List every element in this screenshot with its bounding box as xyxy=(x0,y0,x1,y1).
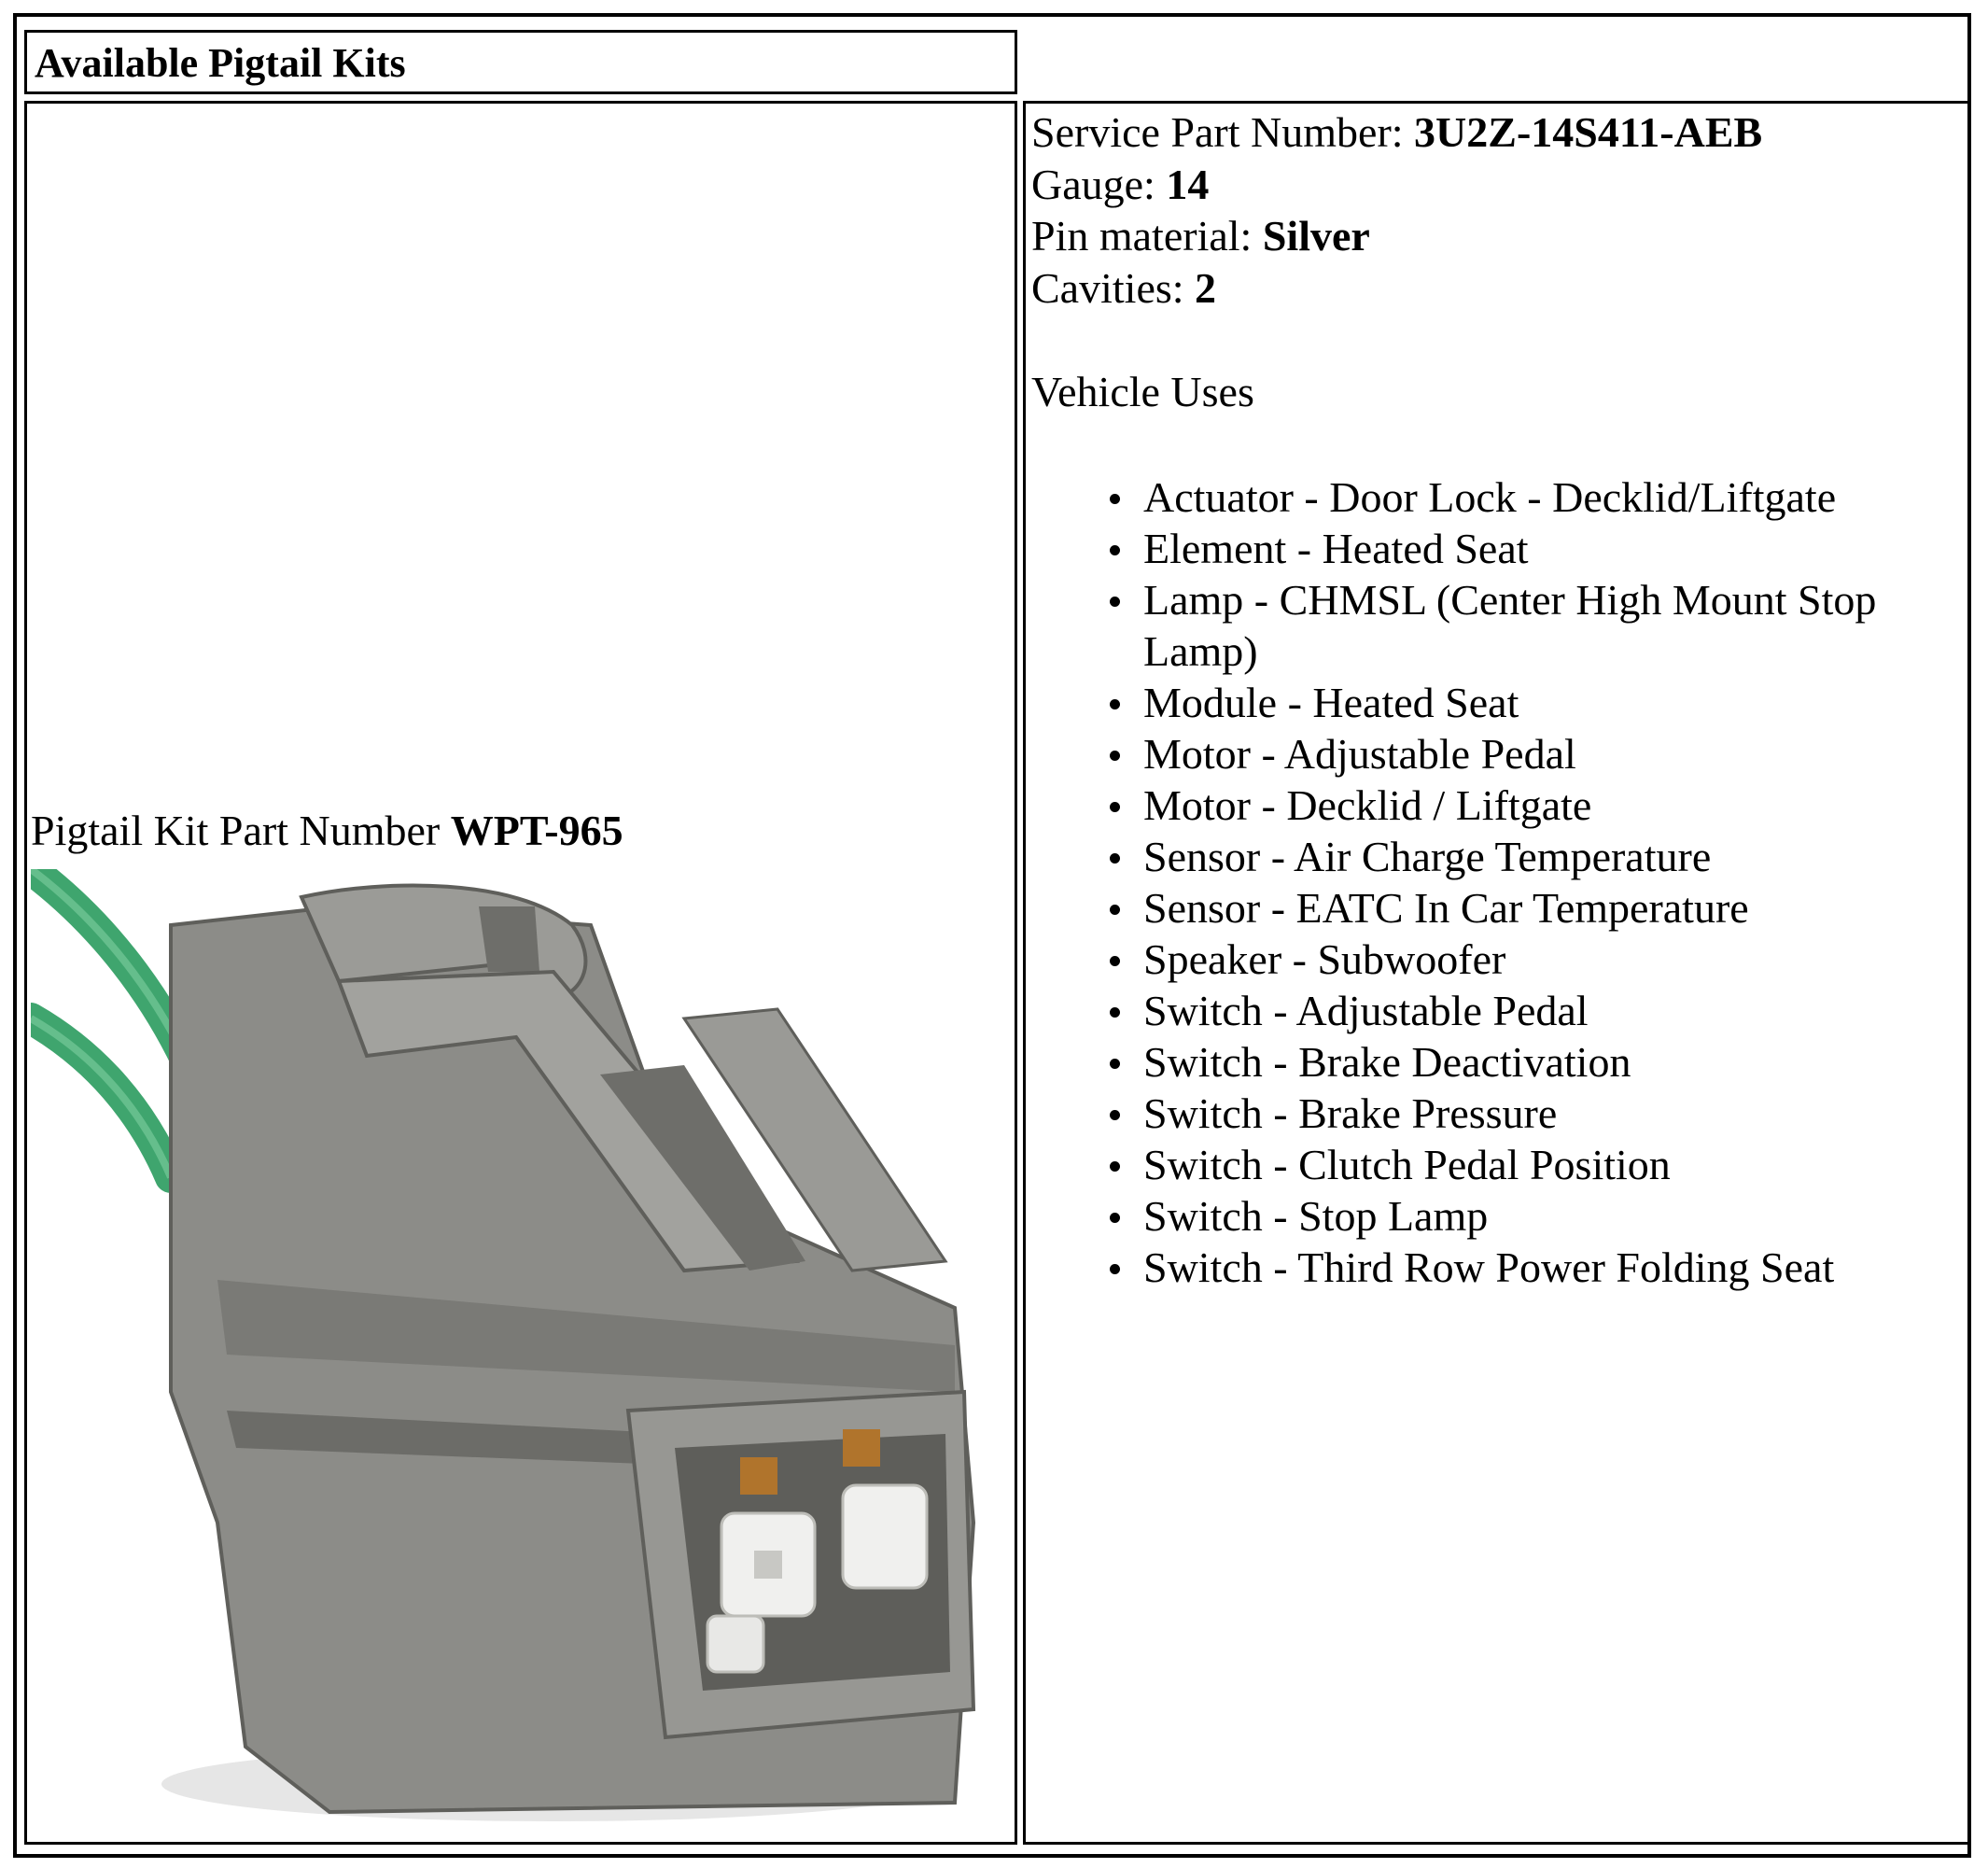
kit-part-line xyxy=(31,806,623,856)
bullet-icon xyxy=(1110,699,1120,709)
bullet-icon xyxy=(1110,1161,1120,1172)
header-cell xyxy=(24,30,1017,94)
list-item: Sensor - Air Charge Temperature xyxy=(1026,831,1959,882)
bullet-icon xyxy=(1110,1059,1120,1069)
list-item: Switch - Brake Pressure xyxy=(1026,1088,1959,1139)
vehicle-uses-list xyxy=(1026,471,1959,1293)
gauge-value: 14 xyxy=(1166,161,1210,208)
list-item: Switch - Stop Lamp xyxy=(1026,1190,1959,1242)
pin-material-label: Pin material: xyxy=(1031,212,1253,260)
bullet-icon xyxy=(1110,1264,1120,1274)
list-item: Sensor - EATC In Car Temperature xyxy=(1026,882,1959,934)
list-item: Lamp - CHMSL (Center High Mount Stop Lamp) xyxy=(1026,574,1959,677)
bullet-icon xyxy=(1110,751,1120,761)
list-item: Switch - Brake Deactivation xyxy=(1026,1036,1959,1088)
gauge-label: Gauge: xyxy=(1031,161,1155,208)
list-item: Switch - Adjustable Pedal xyxy=(1026,985,1959,1036)
service-part-label: Service Part Number: xyxy=(1031,108,1404,156)
bullet-icon xyxy=(1110,956,1120,966)
service-part-row xyxy=(1031,107,1762,158)
list-item: Element - Heated Seat xyxy=(1026,523,1959,574)
list-item: Actuator - Door Lock - Decklid/Liftgate xyxy=(1026,471,1959,523)
bullet-icon xyxy=(1110,545,1120,555)
bullet-icon xyxy=(1110,802,1120,812)
cavities-label: Cavities: xyxy=(1031,264,1184,312)
gauge-row xyxy=(1031,160,1209,210)
green-wire-2 xyxy=(31,1018,171,1177)
bullet-icon xyxy=(1110,905,1120,915)
vehicle-uses-title: Vehicle Uses xyxy=(1031,368,1254,415)
kit-part-label: Pigtail Kit Part Number xyxy=(31,807,441,854)
list-item: Switch - Third Row Power Folding Seat xyxy=(1026,1242,1959,1293)
details-cell xyxy=(1023,101,1971,1845)
pin-material-row xyxy=(1031,211,1370,261)
kit-part-number: WPT-965 xyxy=(450,807,623,854)
connector-photo xyxy=(31,869,1001,1840)
bullet-icon xyxy=(1110,1007,1120,1018)
kit-cell xyxy=(24,101,1017,1845)
pin-material-value: Silver xyxy=(1262,212,1370,260)
cavities-value: 2 xyxy=(1195,264,1217,312)
terminal-right xyxy=(843,1485,927,1588)
list-item: Module - Heated Seat xyxy=(1026,677,1959,728)
list-item: Motor - Decklid / Liftgate xyxy=(1026,780,1959,831)
cavities-row xyxy=(1031,263,1216,314)
bullet-icon xyxy=(1110,853,1120,864)
bullet-icon xyxy=(1110,597,1120,607)
service-part-number: 3U2Z-14S411-AEB xyxy=(1414,108,1763,156)
bullet-icon xyxy=(1110,1213,1120,1223)
list-item: Speaker - Subwoofer xyxy=(1026,934,1959,985)
list-item: Switch - Clutch Pedal Position xyxy=(1026,1139,1959,1190)
bullet-icon xyxy=(1110,494,1120,504)
list-item: Motor - Adjustable Pedal xyxy=(1026,728,1959,780)
bullet-icon xyxy=(1110,1110,1120,1120)
page-title: Available Pigtail Kits xyxy=(35,40,406,86)
